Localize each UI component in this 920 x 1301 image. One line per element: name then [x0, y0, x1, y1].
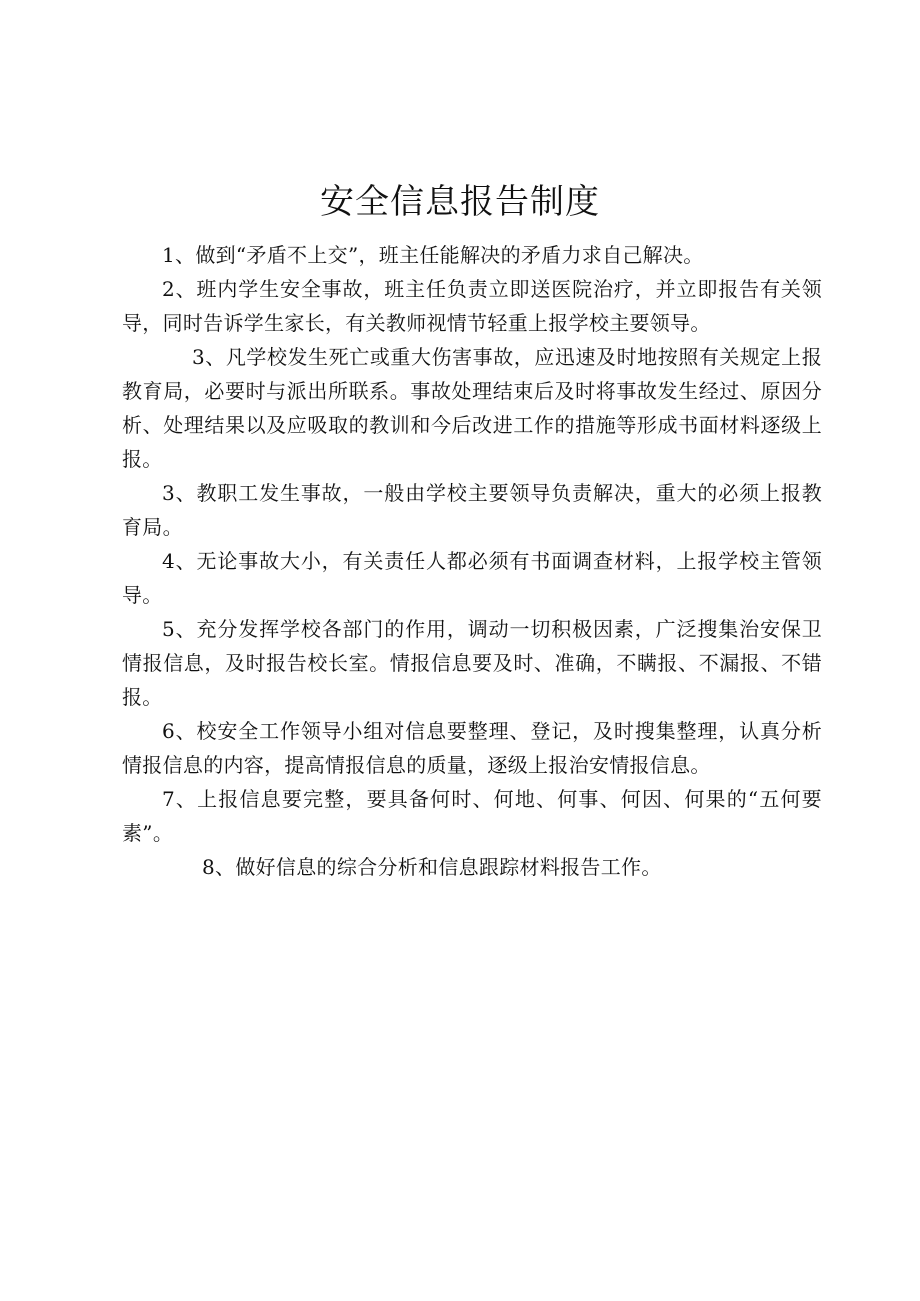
paragraph-3: 3、凡学校发生死亡或重大伤害事故，应迅速及时地按照有关规定上报教育局，必要时与派出所联系。事故处理结束后及时将事故发生经过、原因分析、处理结果以及应吸取的教训和今后改进工作的措施等形成书面材料逐级上报。 [122, 345, 822, 471]
document-title: 安全信息报告制度 [320, 182, 600, 222]
paragraph-9: 8、做好信息的综合分析和信息跟踪材料报告工作。 [202, 855, 662, 879]
paragraph-8: 7、上报信息要完整，要具备何时、何地、何事、何因、何果的“五何要素”。 [122, 787, 822, 845]
paragraph-1: 1、做到“矛盾不上交”，班主任能解决的矛盾力求自己解决。 [162, 243, 704, 267]
paragraph-6: 5、充分发挥学校各部门的作用，调动一切积极因素，广泛搜集治安保卫情报信息，及时报告校长室。情报信息要及时、准确，不瞒报、不漏报、不错报。 [122, 617, 822, 709]
paragraph-4: 3、教职工发生事故，一般由学校主要领导负责解决，重大的必须上报教育局。 [122, 481, 822, 539]
paragraph-5: 4、无论事故大小，有关责任人都必须有书面调查材料，上报学校主管领导。 [122, 549, 822, 607]
paragraph-2: 2、班内学生安全事故，班主任负责立即送医院治疗，并立即报告有关领导，同时告诉学生家长，有关教师视情节轻重上报学校主要领导。 [122, 277, 822, 335]
paragraph-7: 6、校安全工作领导小组对信息要整理、登记，及时搜集整理，认真分析情报信息的内容，提高情报信息的质量，逐级上报治安情报信息。 [122, 719, 822, 777]
document-body [122, 238, 822, 884]
